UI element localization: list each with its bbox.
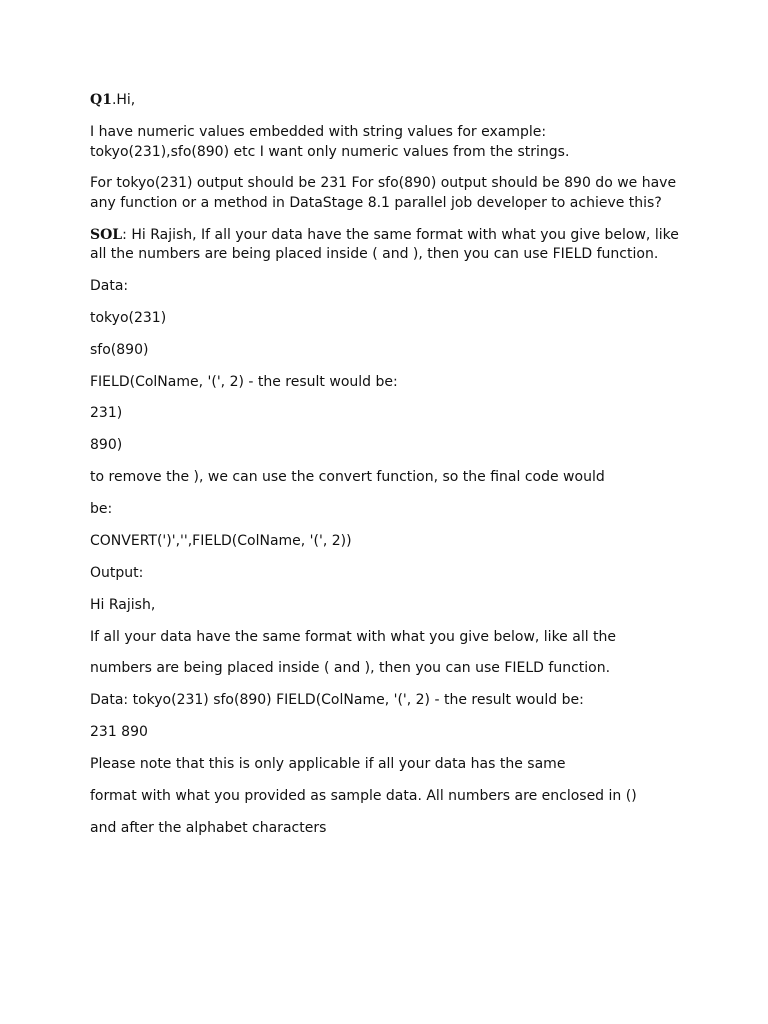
sol-text: : Hi Rajish, If all your data have the same format with what you give below, like — [122, 227, 679, 243]
sol-line — [90, 228, 679, 242]
result-1: 231) — [90, 405, 123, 421]
note-line-2: format with what you provided as sample data. All numbers are enclosed in () — [90, 788, 637, 804]
format-line: If all your data have the same format with what you give below, like all the — [90, 629, 617, 645]
q1-line — [90, 93, 135, 107]
sol-label: SOL — [90, 227, 123, 243]
sol-line-2: all the numbers are being placed inside ( and ), then you can use FIELD function. — [90, 246, 659, 262]
q1-text: .Hi, — [111, 92, 136, 108]
question-line-4: any function or a method in DataStage 8.1 parallel job developer to achieve this? — [90, 195, 662, 211]
remove-line: to remove the ), we can use the convert function, so the final code would — [90, 469, 605, 485]
data-label: Data: — [90, 278, 129, 294]
note-line-3: and after the alphabet characters — [90, 820, 327, 836]
data-value-1: tokyo(231) — [90, 310, 167, 326]
data-value-2: sfo(890) — [90, 342, 149, 358]
numbers-line: numbers are being placed inside ( and ), then you can use FIELD function. — [90, 660, 611, 676]
question-line-2: tokyo(231),sfo(890) etc I want only numeric values from the strings. — [90, 144, 570, 160]
question-line-3: For tokyo(231) output should be 231 For sfo(890) output should be 890 do we have — [90, 175, 677, 191]
output-label: Output: — [90, 565, 144, 581]
be-line: be: — [90, 501, 113, 517]
note-line-1: Please note that this is only applicable if all your data has the same — [90, 756, 566, 772]
convert-code: CONVERT(')','',FIELD(ColName, '(', 2)) — [90, 533, 352, 549]
results-inline-line: 231 890 — [90, 724, 148, 740]
data-inline-line: Data: tokyo(231) sfo(890) FIELD(ColName, '(', 2) - the result would be: — [90, 692, 584, 708]
greeting-line: Hi Rajish, — [90, 597, 156, 613]
field-expression: FIELD(ColName, '(', 2) - the result would be: — [90, 374, 398, 390]
q1-label: Q1 — [90, 92, 112, 108]
result-2: 890) — [90, 437, 123, 453]
question-line-1: I have numeric values embedded with string values for example: — [90, 124, 547, 140]
